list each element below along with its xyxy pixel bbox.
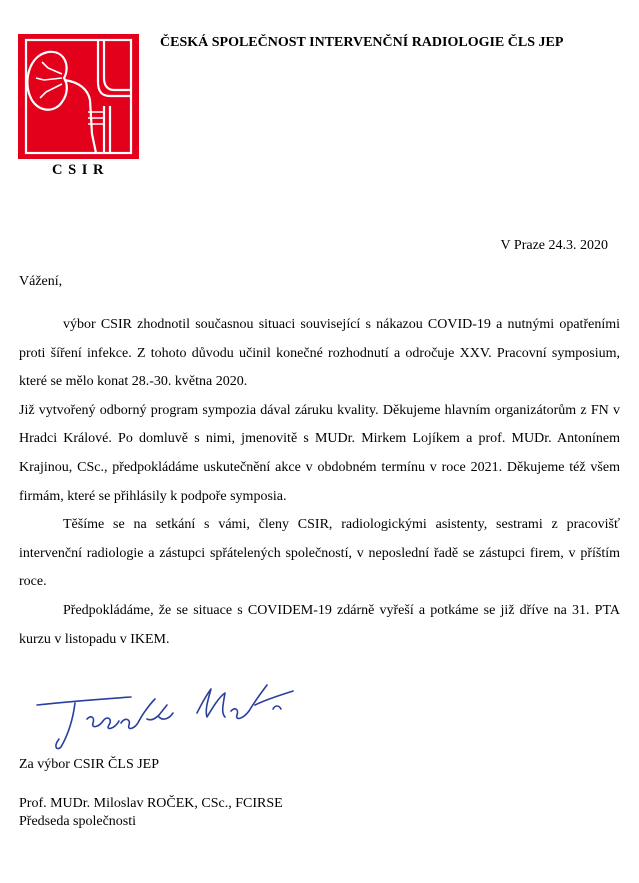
kidney-catheter-emblem-icon — [18, 34, 139, 159]
paragraph-pta-course: Předpokládáme, že se situace s COVIDEM-19 zdárně vyřeší a potkáme se již dříve na 31. PTA kurzu v listopadu v IKEM. — [19, 602, 620, 647]
organization-name: ČESKÁ SPOLEČNOST INTERVENČNÍ RADIOLOGIE ČLS JEP — [160, 35, 564, 50]
salutation: Vážení, — [19, 274, 63, 289]
paragraph-postponement: výbor CSIR zhodnotil současnou situaci související s nákazou COVID-19 a nutnými opatřeními proti šíření infekce. Z tohoto důvodu učinil konečné rozhodnutí a odročuje XXV. Pracovní symposium, které se mělo konat 28.-30. května 2020. — [19, 317, 620, 390]
signer-title: Předseda společnosti — [19, 814, 137, 829]
paragraph-meeting: Těšíme se na setkání s vámi, členy CSIR, radiologickými asistenty, sestrami z pracovišť intervenční radiologie a zástupci spřátelených společností, v neposlední řadě se zástupci firem, v příštím roce. — [19, 517, 620, 590]
closing-line: Za výbor CSIR ČLS JEP — [19, 757, 160, 772]
paragraph-program: Již vytvořený odborný program sympozia dával záruku kvality. Děkujeme hlavním organizátorům z FN v Hradci Králové. Po domluvě s nimi, jmenovitě s MUDr. Mirkem Lojíkem a prof. MUDr. Antonínem Krajinou, CSc., předpokládáme uskutečnění akce v obdobném termínu v roce 2021. Děkujeme též všem firmám, které se přihlásily k podpoře symposia. — [19, 402, 620, 504]
signer-block — [19, 795, 283, 831]
signer-name: Prof. MUDr. Miloslav ROČEK, CSc., FCIRSE — [19, 796, 283, 811]
csir-logo — [18, 34, 139, 159]
handwritten-signature — [35, 675, 303, 753]
letter-date: V Praze 24.3. 2020 — [500, 238, 608, 253]
signature-icon — [35, 675, 303, 753]
letter-body — [19, 311, 620, 654]
logo-caption: C S I R — [52, 162, 105, 178]
